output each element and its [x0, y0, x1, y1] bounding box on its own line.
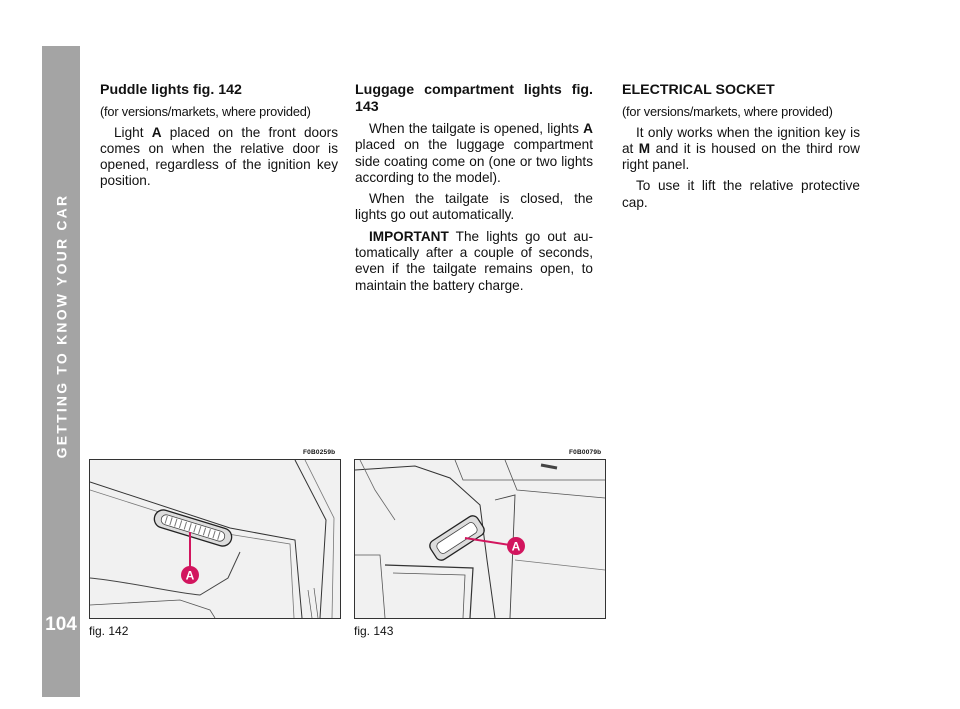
figure-code: F0B0079b — [569, 449, 602, 456]
electrical-socket-section — [622, 82, 860, 216]
luggage-lights-section — [355, 82, 593, 299]
electrical-socket-heading: ELECTRICAL SOCKET — [622, 82, 775, 98]
page-number: 104 — [45, 614, 77, 635]
puddle-lights-text: Light A placed on the front doors comes on when the relative door is opened, regardless of the ignition key position. — [100, 124, 338, 189]
puddle-lights-subheading: (for versions/markets, where provided) — [100, 103, 311, 119]
important-note: IMPORTANT The lights go out au-tomatically after a couple of seconds, even if the tailgate remains open, to maintain the battery charge. — [355, 228, 593, 293]
figure-caption: fig. 143 — [354, 624, 394, 638]
puddle-lights-section — [100, 82, 338, 195]
section-title: GETTING TO KNOW YOUR CAR — [53, 193, 69, 459]
luggage-lights-text-1: When the tailgate is opened, lights A placed on the luggage compartment side coating come on (one or two lights according to the model). — [355, 121, 593, 185]
luggage-lights-heading: Luggage compartment lights fig. 143 — [355, 82, 593, 115]
electrical-socket-text-2: To use it lift the relative protective cap. — [622, 178, 860, 210]
puddle-lights-heading: Puddle lights fig. 142 — [100, 82, 242, 98]
figure-142 — [89, 459, 341, 619]
luggage-lights-text-2: When the tailgate is closed, the lights go out automatically. — [355, 191, 593, 223]
electrical-socket-text-1: It only works when the ignition key is at M and it is housed on the third row right panel. — [622, 124, 860, 173]
callout-label: A — [185, 568, 195, 583]
callout-label: A — [511, 539, 521, 554]
door-illustration — [90, 460, 340, 618]
figure-143 — [354, 459, 606, 619]
figure-code: F0B0259b — [303, 449, 336, 456]
figure-caption: fig. 142 — [89, 624, 129, 638]
electrical-socket-subheading: (for versions/markets, where provided) — [622, 103, 833, 119]
luggage-illustration — [355, 460, 605, 618]
